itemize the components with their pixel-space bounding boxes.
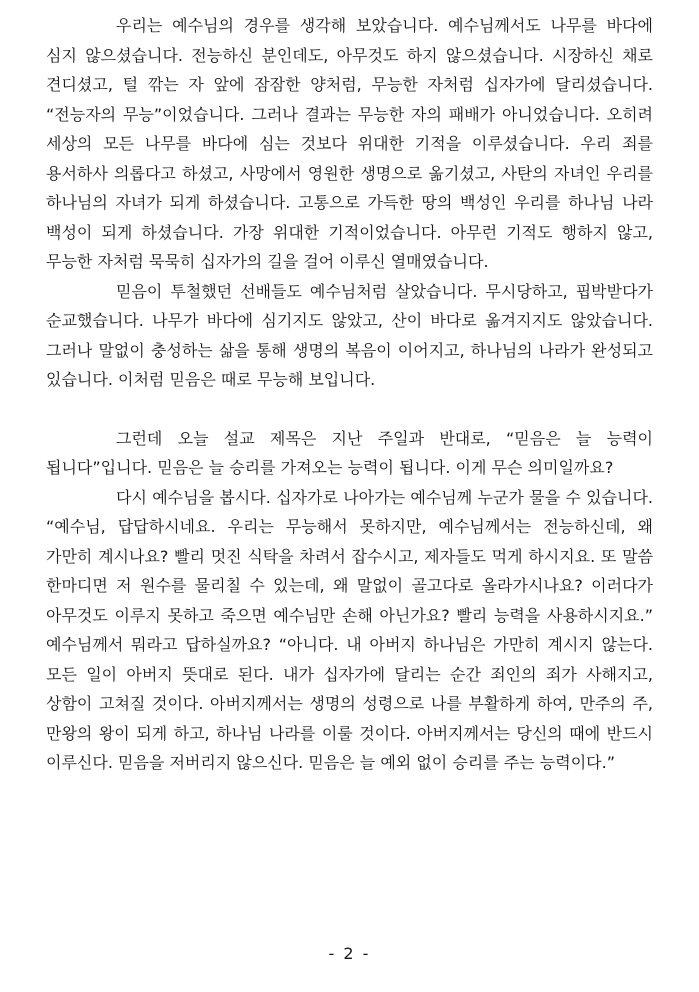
paragraph-3: 그런데 오늘 설교 제목은 지난 주일과 반대로, “믿음은 늘 능력이 됩니다”입니다. 믿음은 늘 승리를 가져오는 능력이 됩니다. 이게 무슨 의미일까요? (46, 428, 653, 477)
document-body (46, 11, 653, 778)
paragraph-2: 믿음이 투철했던 선배들도 예수님처럼 살았습니다. 무시당하고, 핍박받다가 순교했습니다. 나무가 바다에 심기지도 않았고, 산이 바다로 옮겨지지도 않았습니다. 그러나 말없이 충성하는 삶을 통해 생명의 복음이 이어지고, 하나님의 나라가 완성되고 있습니다. 이처럼 믿음은 때로 무능해 보입니다. (46, 281, 653, 389)
paragraph-4: 다시 예수님을 봅시다. 십자가로 나아가는 예수님께 누군가 물을 수 있습니다. “예수님, 답답하시네요. 우리는 무능해서 못하지만, 예수님께서는 전능하신데, 왜 가만히 계시나요? 빨리 멋진 식탁을 차려서 잡수시고, 제자들도 먹게 하시지요. 또 말씀 한마디면 저 원수를 물리칠 수 있는데, 왜 말없이 골고다로 올라가시나요? 이러다가 아무것도 이루지 못하고 죽으면 예수님만 손해 아닌가요? 빨리 능력을 사용하시지요.” 예수님께서 뭐라고 답하실까요? “아니다. 내 아버지 하나님은 가만히 계시지 않는다. 모든 일이 아버지 뜻대로 된다. 내가 십자가에 달리는 순간 죄인의 죄가 사해지고, 상함이 고쳐질 것이다. 아버지께서는 생명의 성령으로 나를 부활하게 하여, 만주의 주, 만왕의 왕이 되게 하고, 하나님 나라를 이룰 것이다. 아버지께서는 당신의 때에 반드시 이루신다. 믿음을 저버리지 않으신다. 믿음은 늘 예외 없이 승리를 주는 능력이다.” (46, 487, 653, 772)
page-number: - 2 - (328, 944, 371, 963)
paragraph-gap (46, 395, 653, 424)
paragraph-1: 우리는 예수님의 경우를 생각해 보았습니다. 예수님께서도 나무를 바다에 심지 않으셨습니다. 전능하신 분인데도, 아무것도 하지 않으셨습니다. 시장하신 채로 견디셨고, 털 깎는 자 앞에 잠잠한 양처럼, 무능한 자처럼 십자가에 달리셨습니다. “전능자의 무능”이었습니다. 그러나 결과는 무능한 자의 패배가 아니었습니다. 오히려 세상의 모든 나무를 바다에 심는 것보다 위대한 기적을 이루셨습니다. 우리 죄를 용서하사 의롭다고 하셨고, 사망에서 영원한 생명으로 옮기셨고, 사탄의 자녀인 우리를 하나님의 자녀가 되게 하셨습니다. 고통으로 가득한 땅의 백성인 우리를 하나님 나라 백성이 되게 하셨습니다. 가장 위대한 기적이었습니다. 아무런 기적도 행하지 않고, 무능한 자처럼 묵묵히 십자가의 길을 걸어 이루신 열매였습니다. (46, 16, 653, 271)
